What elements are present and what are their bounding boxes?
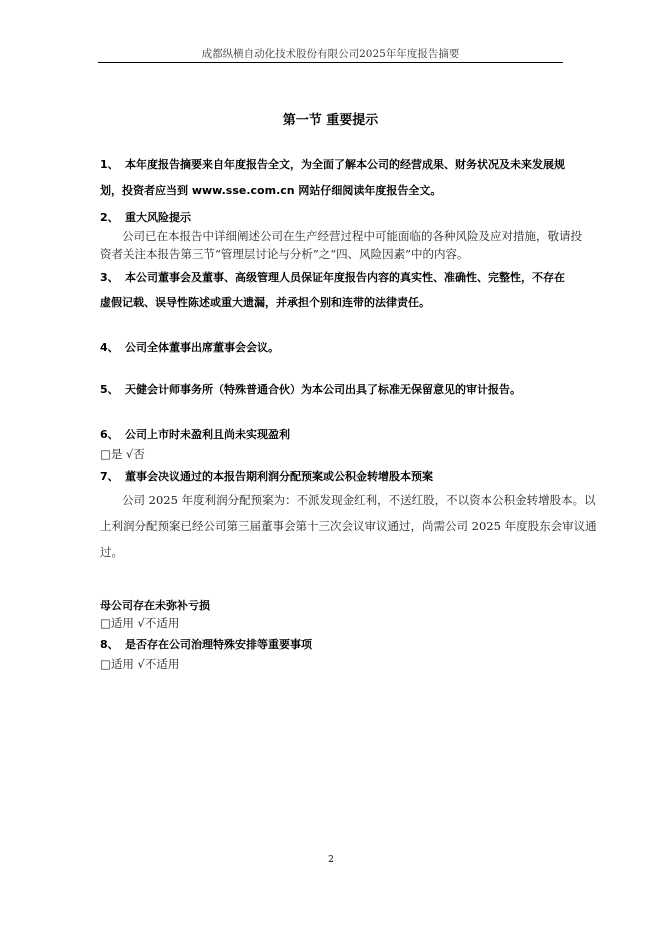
item-2-title: 重大风险提示: [125, 211, 191, 224]
item-3-number: 3、: [100, 271, 119, 284]
item-1-number: 1、: [100, 158, 119, 171]
item-6-text: 公司上市时未盈利且尚未实现盈利: [125, 428, 290, 441]
header-divider: [98, 62, 563, 63]
item-7-body-line-1: 公司 2025 年度利润分配预案为：不派发现金红利，不送红股，不以资本公积金转增股本。以: [122, 493, 596, 507]
item-1-line-1: [100, 156, 565, 172]
item-6: [100, 426, 290, 442]
item-5-number: 5、: [100, 383, 119, 396]
item-1-line-2: 划，投资者应当到 www.sse.com.cn 网站仔细阅读年度报告全文。: [100, 184, 442, 197]
item-7-heading: [100, 468, 433, 484]
item-3-text: 本公司董事会及董事、高级管理人员保证年度报告内容的真实性、准确性、完整性，不存在: [125, 271, 565, 284]
parent-loss-title: 母公司存在未弥补亏损: [100, 599, 210, 612]
item-7-body-line-2: 上利润分配预案已经公司第三届董事会第十三次会议审议通过，尚需公司 2025 年度股东会审议通: [100, 519, 597, 533]
section-title: 第一节 重要提示: [282, 113, 379, 128]
item-2-body-line-1: 公司已在本报告中详细阐述公司在生产经营过程中可能面临的各种风险及应对措施，敬请投: [122, 229, 582, 243]
item-4-number: 4、: [100, 341, 119, 354]
item-6-options: □是 √否: [100, 447, 145, 461]
item-5-text: 天健会计师事务所（特殊普通合伙）为本公司出具了标准无保留意见的审计报告。: [125, 383, 521, 396]
item-2-body-line-2: 资者关注本报告第三节“管理层讨论与分析”之“四、风险因素”中的内容。: [100, 247, 469, 261]
item-1-text: 本年度报告摘要来自年度报告全文，为全面了解本公司的经营成果、财务状况及未来发展规: [125, 158, 565, 171]
item-2-heading: [100, 209, 191, 225]
item-3-line-2: 虚假记载、误导性陈述或重大遗漏，并承担个别和连带的法律责任。: [100, 296, 430, 309]
item-2-number: 2、: [100, 211, 119, 224]
item-4: [100, 339, 279, 355]
item-6-number: 6、: [100, 428, 119, 441]
item-7-body-line-3: 过。: [100, 545, 123, 559]
item-8-number: 8、: [100, 638, 119, 651]
item-7-title: 董事会决议通过的本报告期利润分配预案或公积金转增股本预案: [125, 470, 433, 483]
item-8-text: 是否存在公司治理特殊安排等重要事项: [125, 638, 312, 651]
item-8-options: □适用 √不适用: [100, 657, 180, 671]
item-4-text: 公司全体董事出席董事会会议。: [125, 341, 279, 354]
page-header: 成都纵横自动化技术股份有限公司2025年年度报告摘要: [201, 48, 460, 60]
page-number: 2: [328, 855, 334, 865]
item-7-number: 7、: [100, 470, 119, 483]
item-3-line-1: [100, 269, 565, 285]
item-8: [100, 636, 312, 652]
item-5: [100, 381, 521, 397]
parent-loss-options: □适用 √不适用: [100, 616, 180, 630]
